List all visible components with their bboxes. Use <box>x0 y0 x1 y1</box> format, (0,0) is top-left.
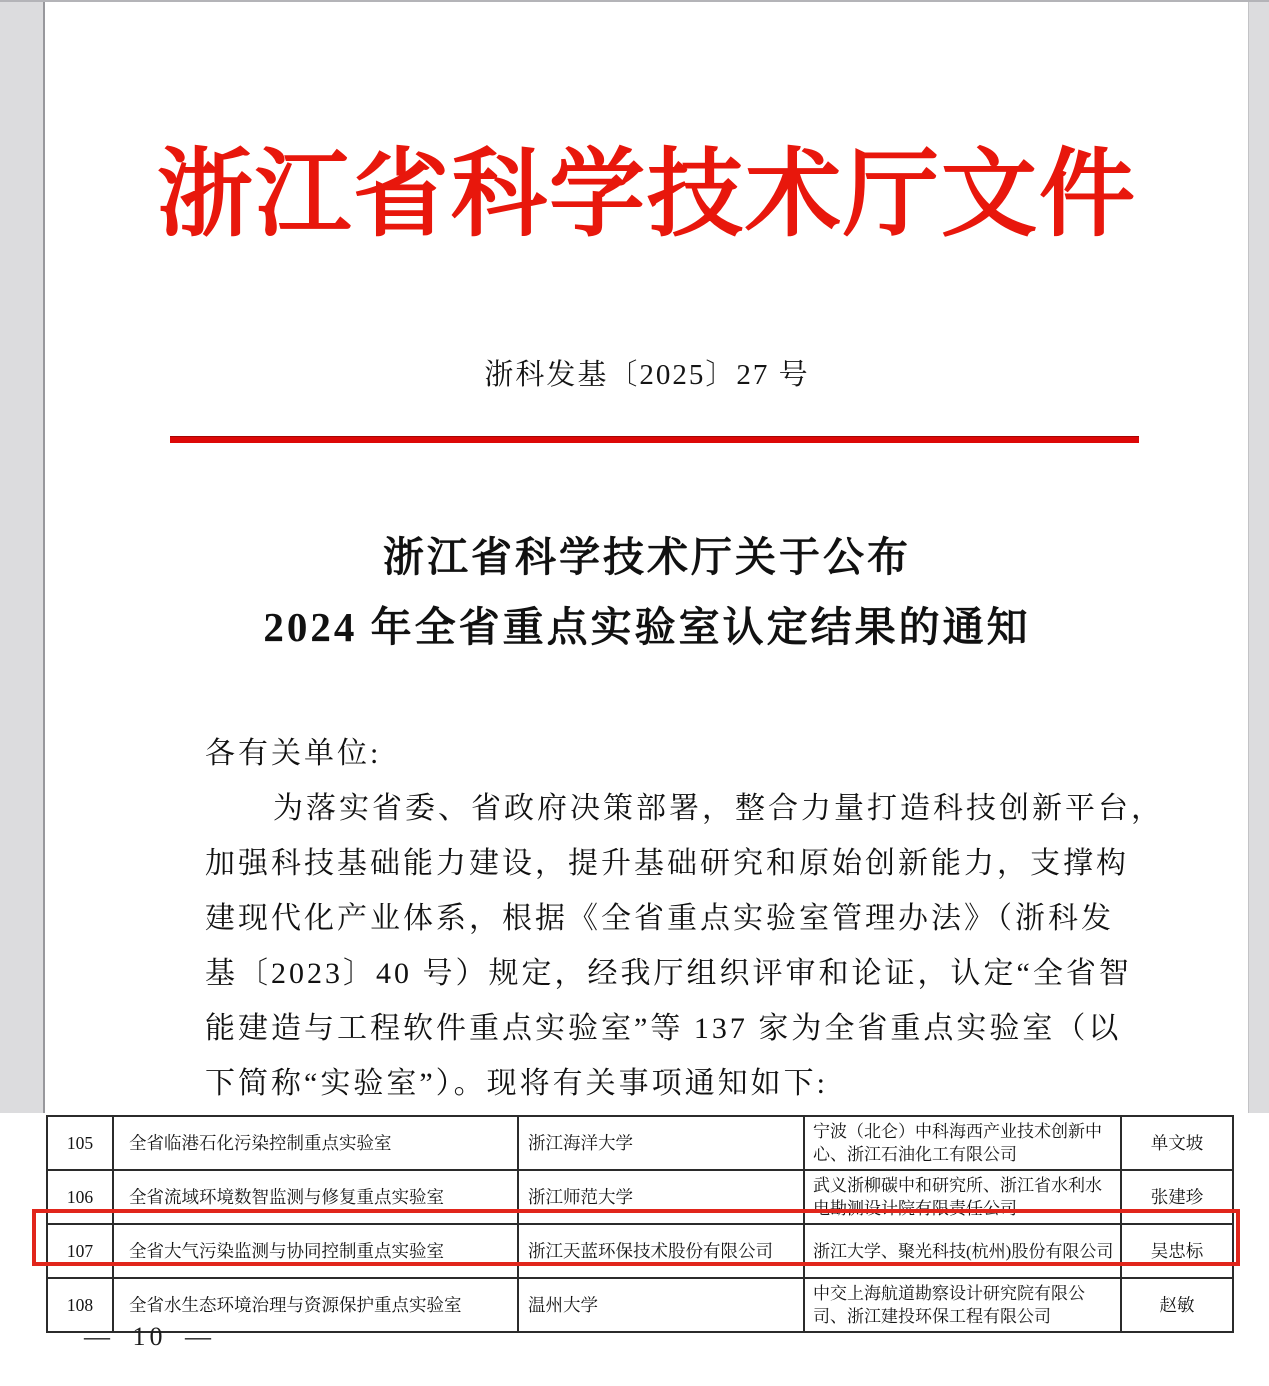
document-number: 浙科发基〔2025〕27 号 <box>484 359 810 391</box>
host-unit-cell: 浙江师范大学 <box>518 1170 804 1224</box>
red-divider-rule <box>170 436 1139 443</box>
agency-header-title: 浙江省科学技术厅文件 <box>157 141 1137 248</box>
page-number: — 10 — <box>84 1322 215 1351</box>
notice-title-line1: 浙江省科学技术厅关于公布 <box>383 534 911 580</box>
host-unit-cell: 温州大学 <box>518 1278 804 1332</box>
table-row-106 <box>47 1170 1233 1224</box>
partner-units-cell: 浙江大学、聚光科技(杭州)股份有限公司 <box>804 1224 1121 1278</box>
body-paragraph <box>205 726 1164 1111</box>
partner-units-cell: 武义浙柳碳中和研究所、浙江省水利水电勘测设计院有限责任公司 <box>804 1170 1121 1224</box>
director-cell: 张建珍 <box>1121 1170 1233 1224</box>
row-number-cell: 108 <box>47 1278 113 1332</box>
left-margin-strip <box>0 0 45 1113</box>
lab-name-cell: 全省水生态环境治理与资源保护重点实验室 <box>113 1278 518 1332</box>
lab-name-cell: 全省流域环境数智监测与修复重点实验室 <box>113 1170 518 1224</box>
row-number-cell: 106 <box>47 1170 113 1224</box>
row-number-cell: 105 <box>47 1116 113 1170</box>
salutation: 各有关单位: <box>205 737 382 770</box>
lab-name-cell: 全省临港石化污染控制重点实验室 <box>113 1116 518 1170</box>
partner-units-cell: 宁波（北仑）中科海西产业技术创新中心、浙江石油化工有限公司 <box>804 1116 1121 1170</box>
table-row-107-highlighted <box>47 1224 1233 1278</box>
body-line-6: 下简称“实验室”）。现将有关事项通知如下: <box>205 1067 828 1100</box>
body-line-3: 建现代化产业体系，根据《全省重点实验室管理办法》（浙科发 <box>205 902 1114 935</box>
notice-title-line2: 2024 年全省重点实验室认定结果的通知 <box>263 604 1031 650</box>
director-cell: 吴忠标 <box>1121 1224 1233 1278</box>
body-line-4: 基〔2023〕40 号）规定，经我厅组织评审和论证，认定“全省智 <box>205 957 1132 990</box>
body-line-1: 为落实省委、省政府决策部署，整合力量打造科技创新平台， <box>273 792 1164 825</box>
lab-name-cell: 全省大气污染监测与协同控制重点实验室 <box>113 1224 518 1278</box>
body-line-2: 加强科技基础能力建设，提升基础研究和原始创新能力，支撑构 <box>205 847 1129 880</box>
row-number-cell: 107 <box>47 1224 113 1278</box>
host-unit-cell: 浙江天蓝环保技术股份有限公司 <box>518 1224 804 1278</box>
director-cell: 赵敏 <box>1121 1278 1233 1332</box>
lab-results-table <box>46 1115 1234 1333</box>
host-unit-cell: 浙江海洋大学 <box>518 1116 804 1170</box>
body-line-5: 能建造与工程软件重点实验室”等 137 家为全省重点实验室（以 <box>205 1012 1122 1045</box>
table-row-105 <box>47 1116 1233 1170</box>
right-margin-strip <box>1248 0 1269 1113</box>
partner-units-cell: 中交上海航道勘察设计研究院有限公司、浙江建投环保工程有限公司 <box>804 1278 1121 1332</box>
director-cell: 单文坡 <box>1121 1116 1233 1170</box>
table-row-108 <box>47 1278 1233 1332</box>
